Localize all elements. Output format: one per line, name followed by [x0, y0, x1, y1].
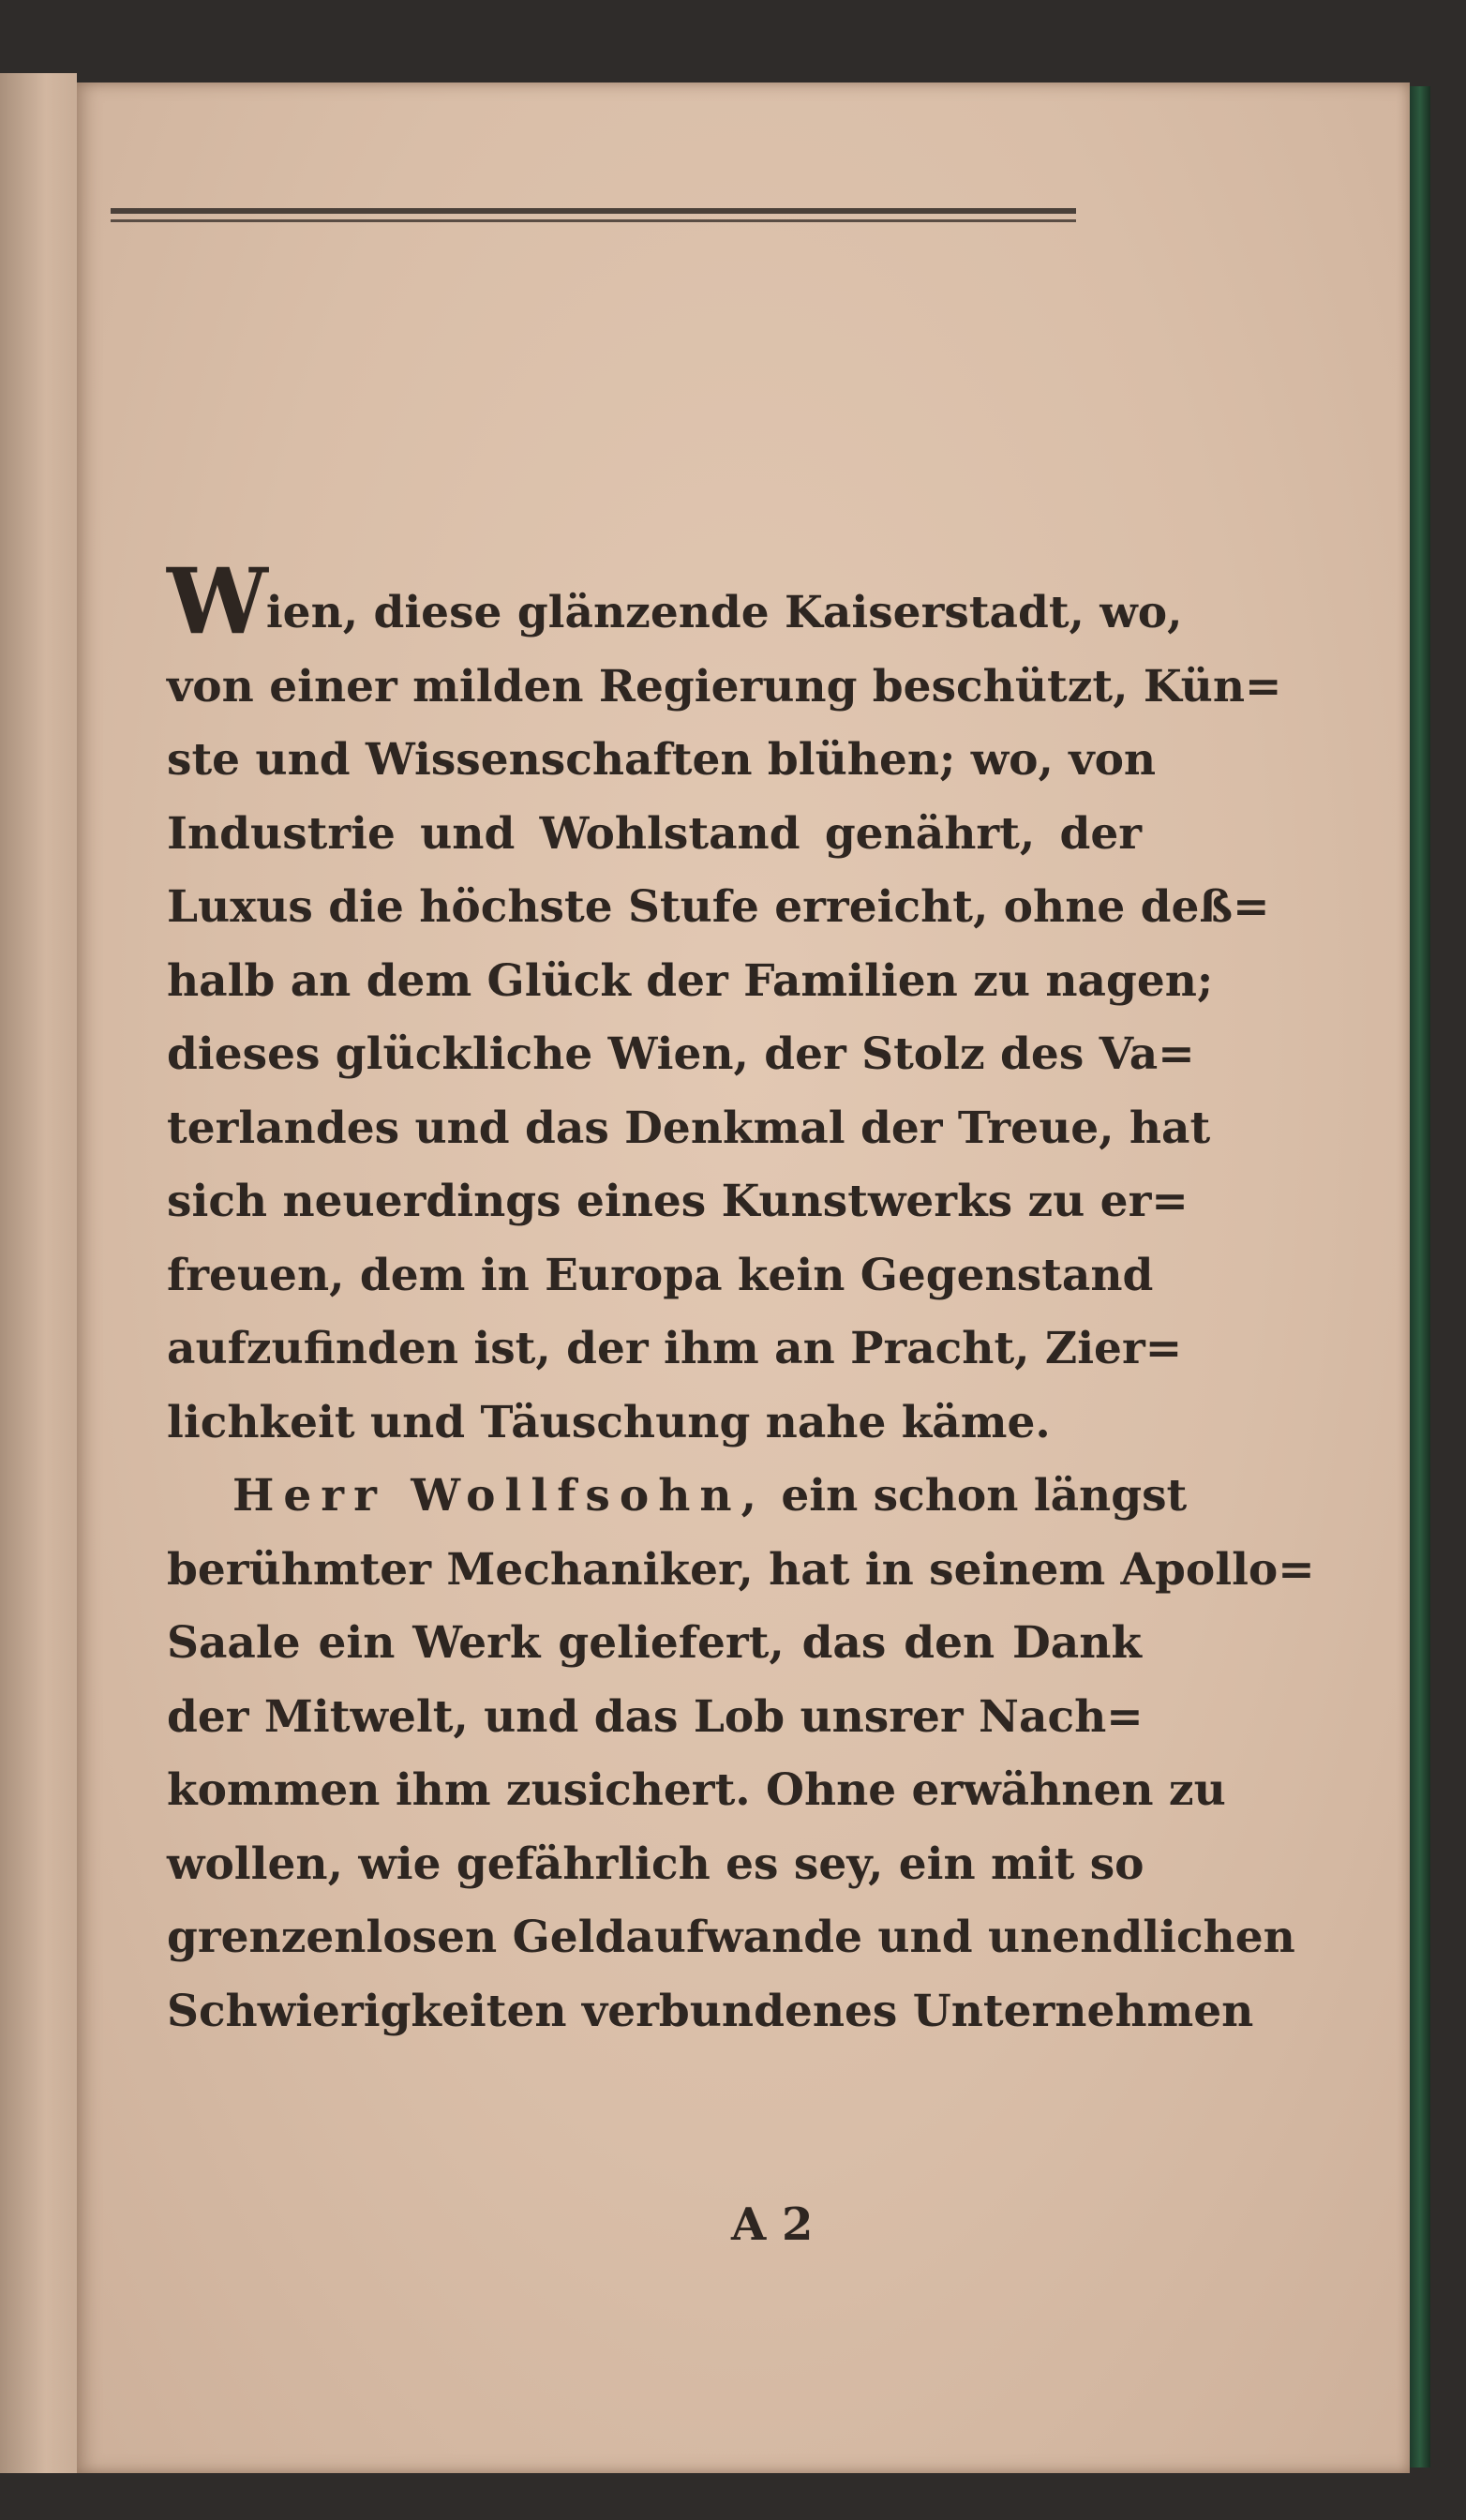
text-line: Luxus die höchste Stufe erreicht, ohne deß=: [167, 881, 1270, 933]
drop-cap: W: [167, 548, 266, 654]
text-line: halb an dem Glück der Familien zu nagen;: [167, 954, 1214, 1007]
text-line: Saale ein Werk geliefert, das den Dank: [167, 1617, 1142, 1669]
text-line: der Mitwelt, und das Lob unsrer Nach=: [167, 1690, 1144, 1743]
cover-edge: [1410, 86, 1430, 2468]
text-line: wollen, wie gefährlich es sey, ein mit so: [167, 1838, 1144, 1890]
text-line: sich neuerdings eines Kunstwerks zu er=: [167, 1176, 1189, 1227]
text-line: Industrie und Wohlstand genährt, der: [167, 807, 1142, 860]
text-line: grenzenlosen Geldaufwande und unendlichen: [167, 1912, 1295, 1963]
text-line: von einer milden Regierung beschützt, Kün=: [167, 660, 1282, 712]
header-rule-thin: [111, 219, 1076, 222]
text-line: Wien, diese glänzende Kaiserstadt, wo,: [167, 548, 1183, 654]
text-line: lichkeit und Täuschung nahe käme.: [167, 1396, 1051, 1448]
text-line: aufzufinden ist, der ihm an Pracht, Zier=: [167, 1323, 1183, 1374]
text-line: Herr Wollfsohn, ein schon längst: [232, 1470, 1188, 1522]
text-line: dieses glückliche Wien, der Stolz des Va=: [167, 1028, 1195, 1080]
left-page-edge: [0, 73, 77, 2473]
page-signature: A 2: [731, 2198, 814, 2251]
text-line: berühmter Mechaniker, hat in seinem Apollo=: [167, 1543, 1315, 1596]
body-text: [167, 548, 1315, 2048]
text-line: kommen ihm zusichert. Ohne erwähnen zu: [167, 1764, 1226, 1816]
spaced-name: Herr Wollfsohn,: [232, 1470, 766, 1522]
text-line: Schwierigkeiten verbundenes Unternehmen: [167, 1985, 1254, 2037]
text-line: freuen, dem in Europa kein Gegenstand: [167, 1249, 1154, 1301]
text-line: ste und Wissenschaften blühen; wo, von: [167, 734, 1157, 786]
text-line: terlandes und das Denkmal der Treue, hat: [167, 1102, 1211, 1154]
header-rule: [111, 208, 1076, 214]
